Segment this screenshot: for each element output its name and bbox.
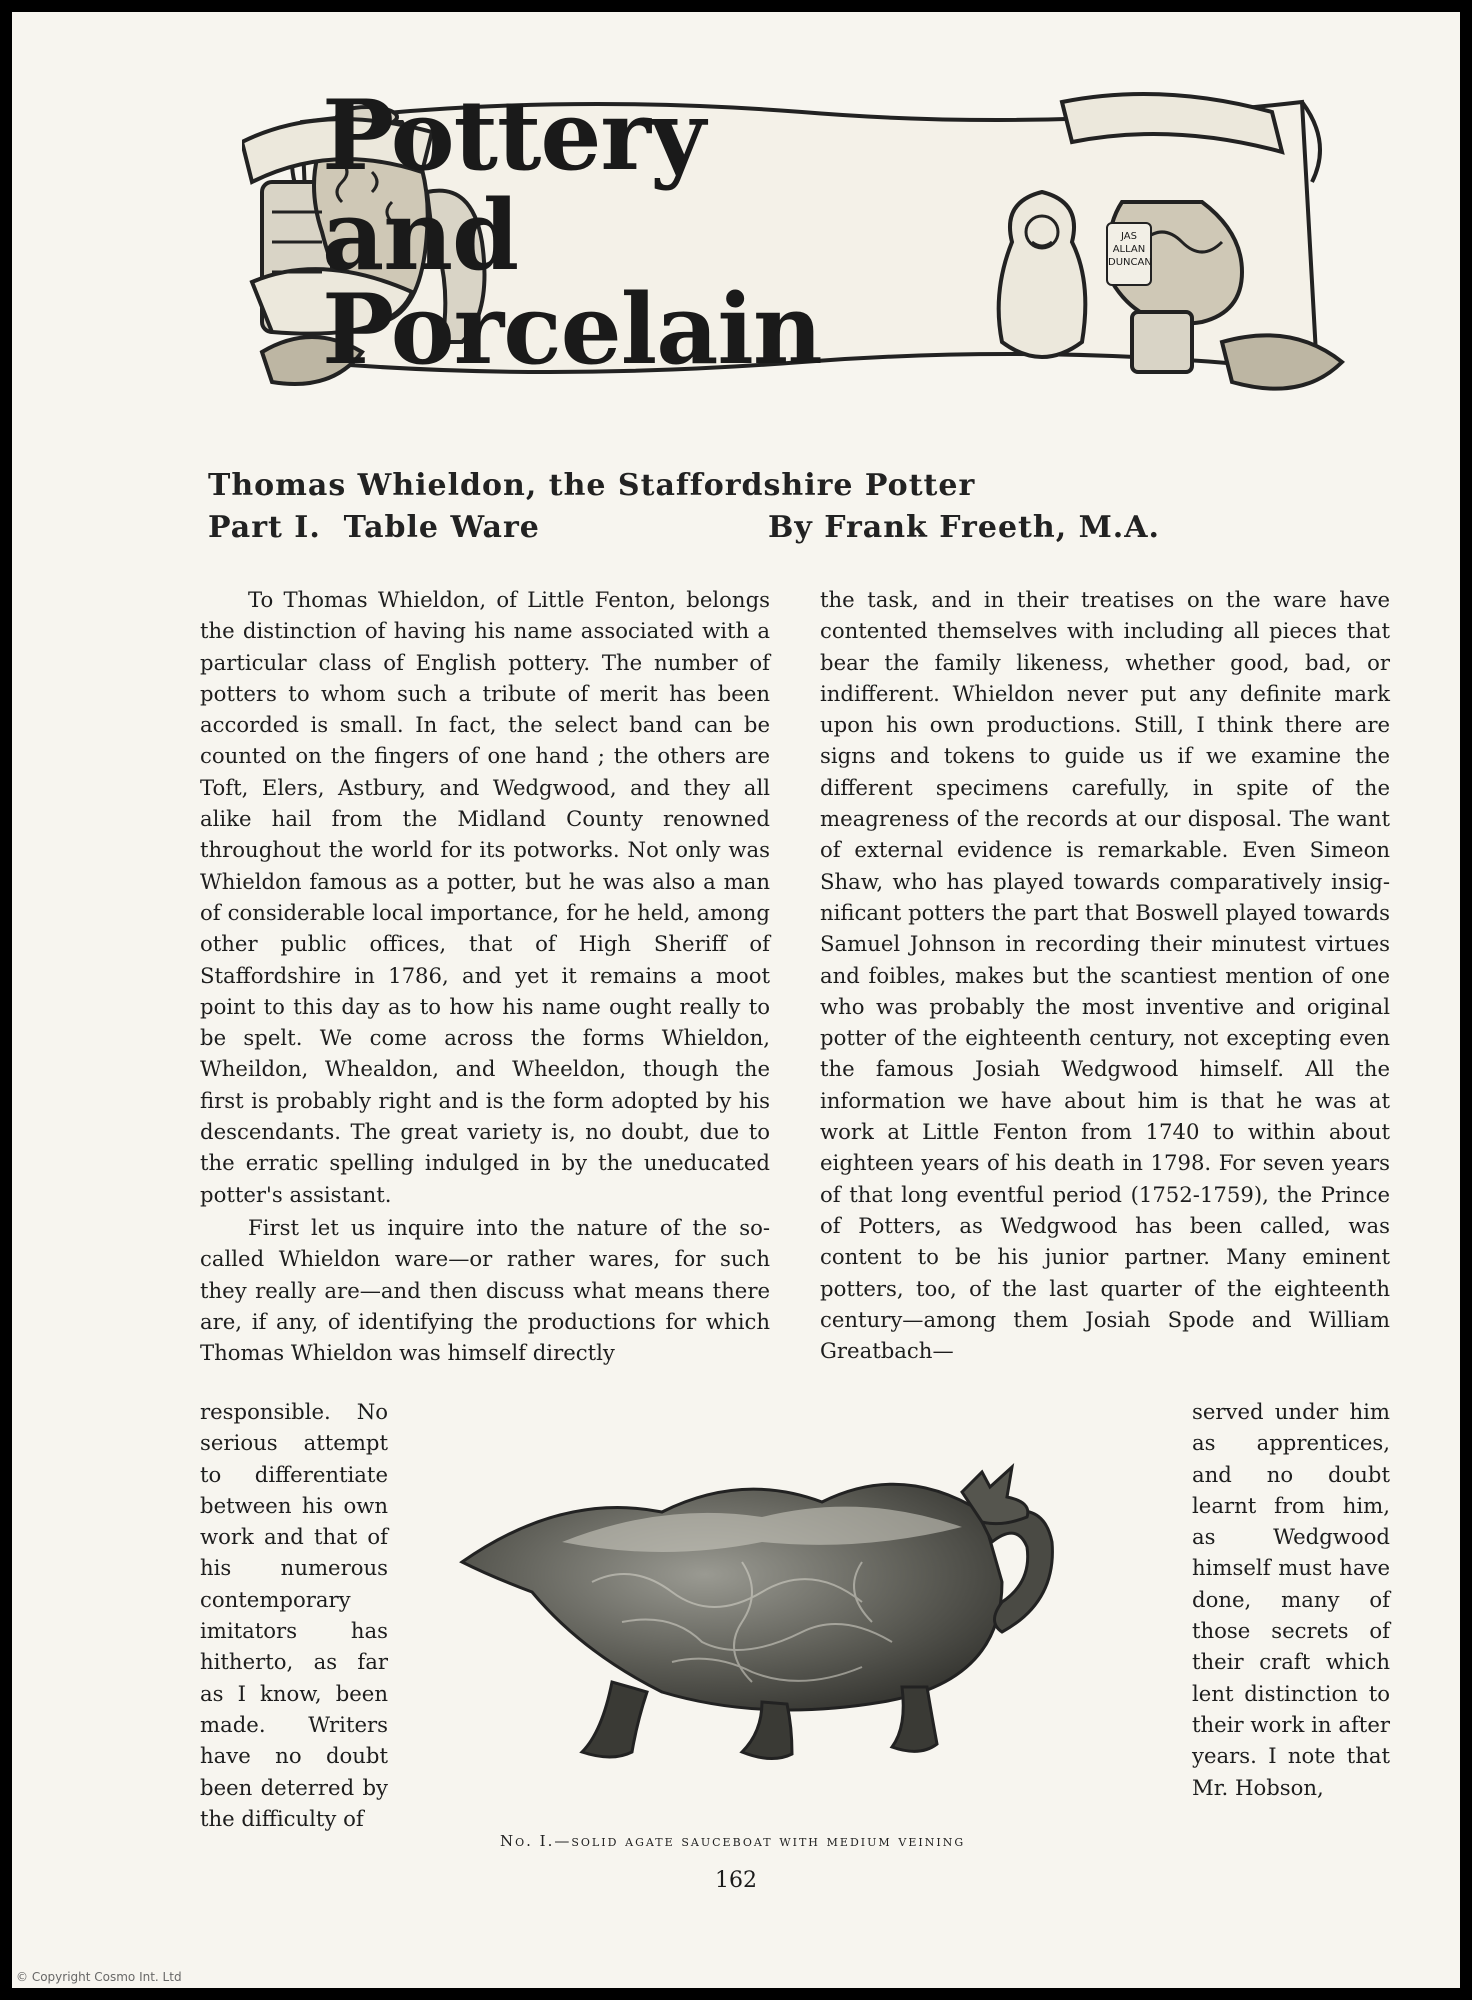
paragraph: the task, and in their treatises on the ware have contented themselves with including all pieces that bear the family likeness, whether good, bad, or indifferent. Whieldon never put any definite mark upon his own productions. Still, I think there are signs and tokens to guide us if we examine the different specimens carefully, in spite of the meagreness of the records at our disposal. The want of external evidence is remarkable. Even Simeon Shaw, who has played towards comparatively insignificant potters the part that Boswell played towards Samuel Johnson in recording their minutest virtues and foibles, makes but the scantiest mention of one who was probably the most inventive and original potter of the eighteenth century, not excepting even the famous Josiah Wedgwood himself. All the information we have about him is that he was at work at Little Fenton from 1740 to within about eighteen years of his death in 1798. For seven years of that long eventful period (1752-1759), the Prince of Potters, as Wedgwood has been called, was content to be his junior partner. Many eminent potters, too, of the last quarter of the eighteenth century—among them Josiah Spode and William Greatbach— [820, 587, 1390, 1364]
page-number: 162 [715, 1868, 757, 1893]
body-column-left [200, 584, 770, 1368]
banner-title-line2: Porcelain [322, 273, 822, 386]
article-title: Thomas Whieldon, the Staffordshire Potter [208, 468, 976, 503]
article-heading [208, 468, 1258, 552]
banner-title-line1: Pottery and [322, 79, 705, 292]
artist-tag-line: DUNCAN [1108, 257, 1152, 268]
body-column-narrow-right [1192, 1396, 1390, 1803]
body-column-narrow-left [200, 1396, 388, 1834]
artist-tag-line: ALLAN [1112, 244, 1146, 255]
article-byline: By Frank Freeth, M.A. [768, 510, 1160, 545]
page [12, 12, 1460, 1988]
article-part: Part I. Table Ware [208, 510, 540, 545]
artist-tag-line: JAS [1121, 231, 1137, 242]
copyright-notice: © Copyright Cosmo Int. Ltd [16, 1970, 182, 1984]
body-column-right [820, 584, 1390, 1366]
artist-signature-tag [1106, 222, 1152, 286]
sauceboat-photo [442, 1432, 1162, 1772]
figure-caption: No. I.—solid agate sauceboat with medium veining [500, 1832, 966, 1850]
paragraph: served under him as apprentices, and no doubt learnt from him, as Wedgwood himself must have done, many of those secrets of their craft which lent distinction to their work in after years. I note that Mr. Hobson, [1192, 1399, 1390, 1800]
paragraph: To Thomas Whieldon, of Little Fenton, belongs the distinction of having his name associated with a particular class of English pottery. The number of potters to whom such a tribute of merit has been accorded is small. In fact, the select band can be counted on the fingers of one hand ; the others are Toft, Elers, Astbury, and Wedgwood, and they all alike hail from the Midland County renowned throughout the world for its potworks. Not only was Whieldon famous as a potter, but he was also a man of considerable local importance, for he held, among other public offices, that of High Sheriff of Staffordshire in 1786, and yet it remains a moot point to this day as to how his name ought really to be spelt. We come across the forms Whieldon, Wheildon, Whealdon, and Wheeldon, though the first is probably right and is the form adopted by his descendants. The great variety is, no doubt, due to the erratic spelling indulged in by the uneducated potter's assistant. [200, 587, 770, 1207]
banner-title [322, 79, 882, 386]
paragraph: First let us inquire into the nature of the so-called Whieldon ware—or rather wares, for such they really are—and then discuss what means there are, if any, of identifying the productions for which Thomas Whieldon was himself directly [200, 1214, 770, 1366]
paragraph: responsible. No serious attempt to differentiate between his own work and that of his numerous contemporary imitators has hitherto, as far as I know, been made. Writers have no doubt been deterred by the difficulty of [200, 1399, 388, 1831]
